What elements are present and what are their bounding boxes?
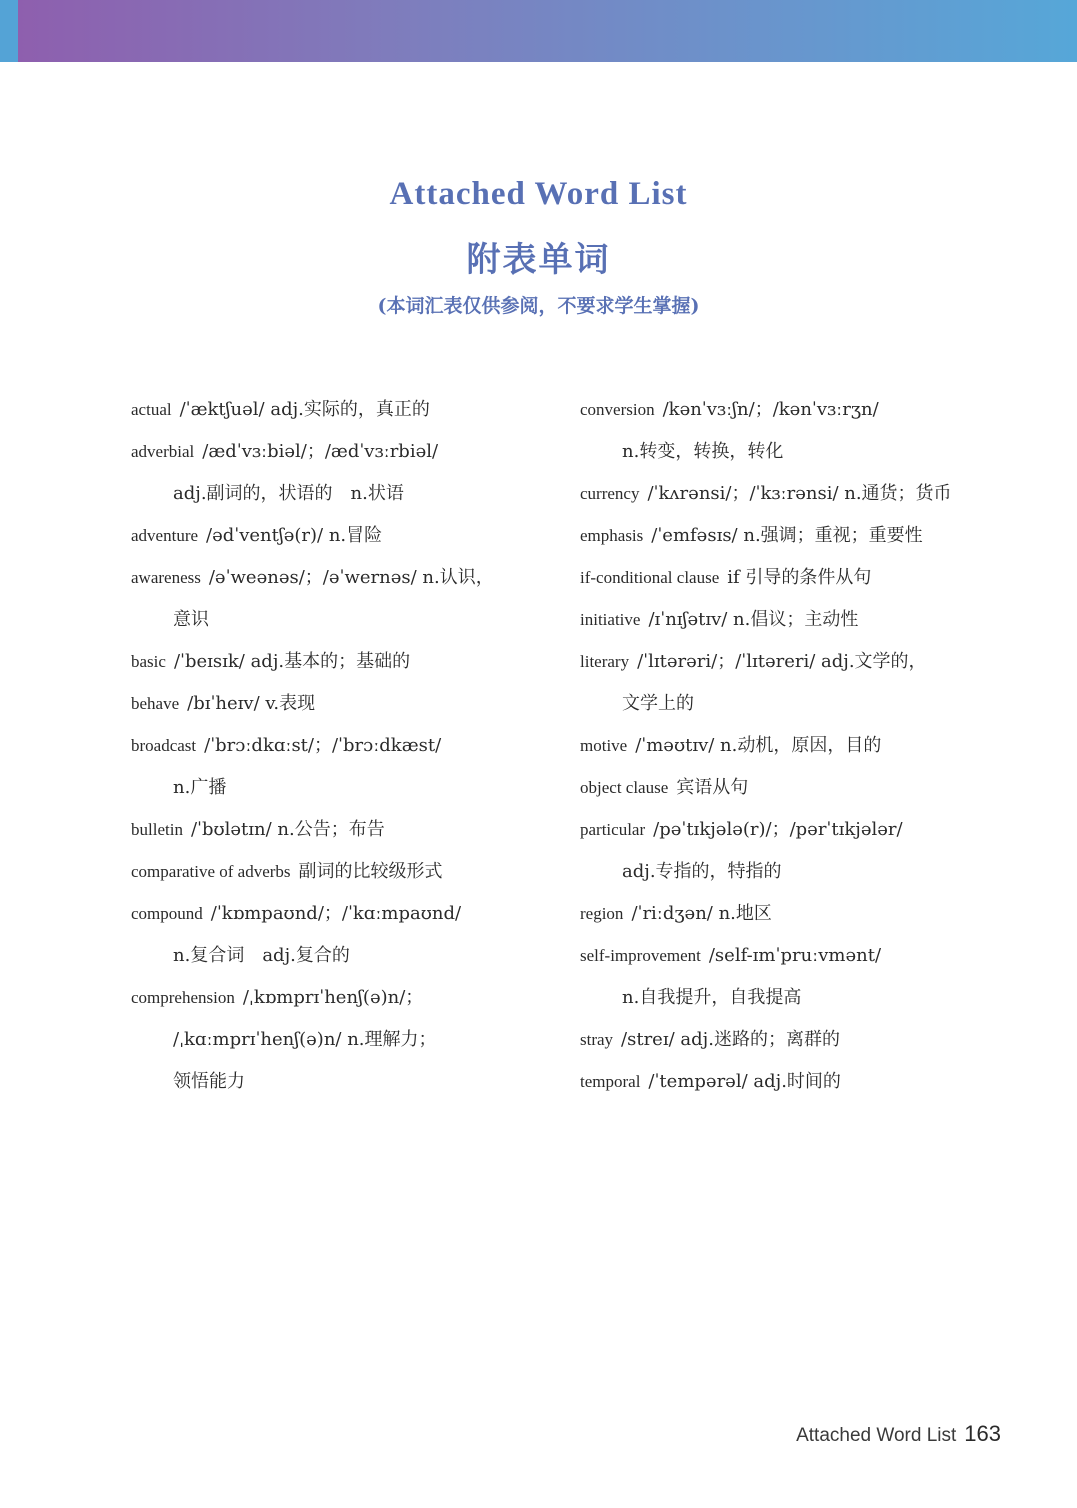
entry-word: behave <box>131 694 180 713</box>
word-entry <box>131 897 601 939</box>
word-entry <box>580 519 1050 561</box>
entry-word: motive <box>580 736 628 755</box>
entry-definition: /streɪ/ adj.迷路的；离群的 <box>621 1029 840 1050</box>
header-band <box>18 0 1077 62</box>
word-entry <box>131 981 601 1023</box>
word-entry <box>131 687 601 729</box>
word-entry <box>580 1023 1050 1065</box>
entry-definition: /ˈməʊtɪv/ n.动机，原因，目的 <box>635 735 882 756</box>
entry-word: awareness <box>131 568 201 587</box>
entry-word: initiative <box>580 610 641 629</box>
word-entry-continuation <box>580 855 1050 897</box>
entry-definition: /ˈlɪtərəri/；/ˈlɪtəreri/ adj.文学的， <box>637 651 927 672</box>
entry-definition: 领悟能力 <box>173 1071 245 1092</box>
entry-word: comprehension <box>131 988 235 1007</box>
entry-word: region <box>580 904 624 923</box>
word-entry <box>580 729 1050 771</box>
entry-word: comparative of adverbs <box>131 862 291 881</box>
entry-definition: n.广播 <box>173 777 227 798</box>
word-entry <box>131 435 601 477</box>
word-entry <box>580 477 1050 519</box>
entry-definition: /ˈkɒmpaʊnd/；/ˈkɑːmpaʊnd/ <box>210 903 462 924</box>
page-subtitle: (本词汇表仅供参阅，不要求学生掌握) <box>377 295 700 317</box>
entry-definition: n.转变，转换，转化 <box>622 441 784 462</box>
entry-definition: /ədˈventʃə(r)/ n.冒险 <box>206 525 383 546</box>
entry-definition: 文学上的 <box>622 693 694 714</box>
entry-definition: n.复合词 adj.复合的 <box>173 945 350 966</box>
footer-label: Attached Word List <box>796 1425 957 1446</box>
entry-definition: /ˈtempərəl/ adj.时间的 <box>648 1071 841 1092</box>
entry-word: if-conditional clause <box>580 568 720 587</box>
entry-definition: 宾语从句 <box>676 777 749 798</box>
entry-word: bulletin <box>131 820 183 839</box>
word-entry <box>131 729 601 771</box>
word-entry <box>580 897 1050 939</box>
entry-word: broadcast <box>131 736 197 755</box>
entry-word: actual <box>131 400 172 419</box>
header-tab <box>0 0 18 62</box>
entry-definition: /əˈweənəs/；/əˈwernəs/ n.认识， <box>208 567 494 588</box>
page-title-chinese: 附表单词 <box>466 240 611 280</box>
entry-word: stray <box>580 1030 614 1049</box>
entry-definition: adj.副词的，状语的 n.状语 <box>173 483 404 504</box>
word-entry <box>580 603 1050 645</box>
word-entry-continuation <box>131 603 601 645</box>
word-entry-continuation <box>131 939 601 981</box>
word-entry-continuation <box>580 981 1050 1023</box>
word-entry <box>131 519 601 561</box>
entry-word: emphasis <box>580 526 644 545</box>
entry-word: object clause <box>580 778 669 797</box>
entry-word: conversion <box>580 400 655 419</box>
entry-definition: if 引导的条件从句 <box>727 567 872 588</box>
entry-definition: /bɪˈheɪv/ v.表现 <box>187 693 316 714</box>
entry-definition: /ˌkɑːmprɪˈhenʃ(ə)n/ n.理解力； <box>173 1029 437 1050</box>
entry-word: adverbial <box>131 442 195 461</box>
entry-definition: /ˈæktʃuəl/ adj.实际的，真正的 <box>179 399 430 420</box>
word-entry-continuation <box>131 477 601 519</box>
entry-definition: 副词的比较级形式 <box>298 861 443 882</box>
entry-definition: n.自我提升，自我提高 <box>622 987 802 1008</box>
entry-definition: /self-ɪmˈpruːvmənt/ <box>708 945 882 966</box>
word-entry-continuation <box>131 1023 601 1065</box>
entry-definition: /ˈkʌrənsi/；/ˈkɜːrənsi/ n.通货；货币 <box>647 483 952 504</box>
entry-definition: /ˈbeɪsɪk/ adj.基本的；基础的 <box>173 651 411 672</box>
word-entry <box>580 813 1050 855</box>
entry-definition: /ˈemfəsɪs/ n.强调；重视；重要性 <box>651 525 923 546</box>
entry-definition: /pəˈtɪkjələ(r)/；/pərˈtɪkjələr/ <box>653 819 903 840</box>
entry-definition: 意识 <box>173 609 209 630</box>
word-entry-continuation <box>131 771 601 813</box>
word-entry <box>131 561 601 603</box>
entry-word: compound <box>131 904 203 923</box>
entry-word: self-improvement <box>580 946 701 965</box>
word-entry <box>131 855 601 897</box>
entry-word: literary <box>580 652 630 671</box>
entry-word: adventure <box>131 526 199 545</box>
word-entry <box>131 393 601 435</box>
word-list-right-column <box>580 393 1050 1107</box>
entry-definition: /ædˈvɜːbiəl/；/ædˈvɜːrbiəl/ <box>202 441 439 462</box>
word-list-left-column <box>131 393 601 1107</box>
word-entry <box>580 771 1050 813</box>
entry-word: basic <box>131 652 166 671</box>
word-entry <box>580 939 1050 981</box>
word-entry-continuation <box>580 435 1050 477</box>
page-title: Attached Word List <box>389 176 688 212</box>
entry-word: temporal <box>580 1072 641 1091</box>
word-entry <box>580 393 1050 435</box>
entry-word: particular <box>580 820 646 839</box>
page-number: 163 <box>964 1421 1001 1446</box>
entry-definition: /kənˈvɜːʃn/；/kənˈvɜːrʒn/ <box>662 399 879 420</box>
entry-definition: /ˈbʊlətɪn/ n.公告；布告 <box>190 819 385 840</box>
word-entry <box>131 813 601 855</box>
word-entry <box>580 1065 1050 1107</box>
word-entry-continuation <box>580 687 1050 729</box>
entry-word: currency <box>580 484 640 503</box>
entry-definition: /ˈbrɔːdkɑːst/；/ˈbrɔːdkæst/ <box>204 735 442 756</box>
word-entry <box>580 561 1050 603</box>
entry-definition: /ˌkɒmprɪˈhenʃ(ə)n/； <box>242 987 424 1008</box>
page-footer <box>796 1421 1001 1447</box>
entry-definition: /ˈriːdʒən/ n.地区 <box>631 903 772 924</box>
word-entry <box>131 645 601 687</box>
entry-definition: adj.专指的，特指的 <box>622 861 782 882</box>
entry-definition: /ɪˈnɪʃətɪv/ n.倡议；主动性 <box>648 609 859 630</box>
word-entry-continuation <box>131 1065 601 1107</box>
word-entry <box>580 645 1050 687</box>
